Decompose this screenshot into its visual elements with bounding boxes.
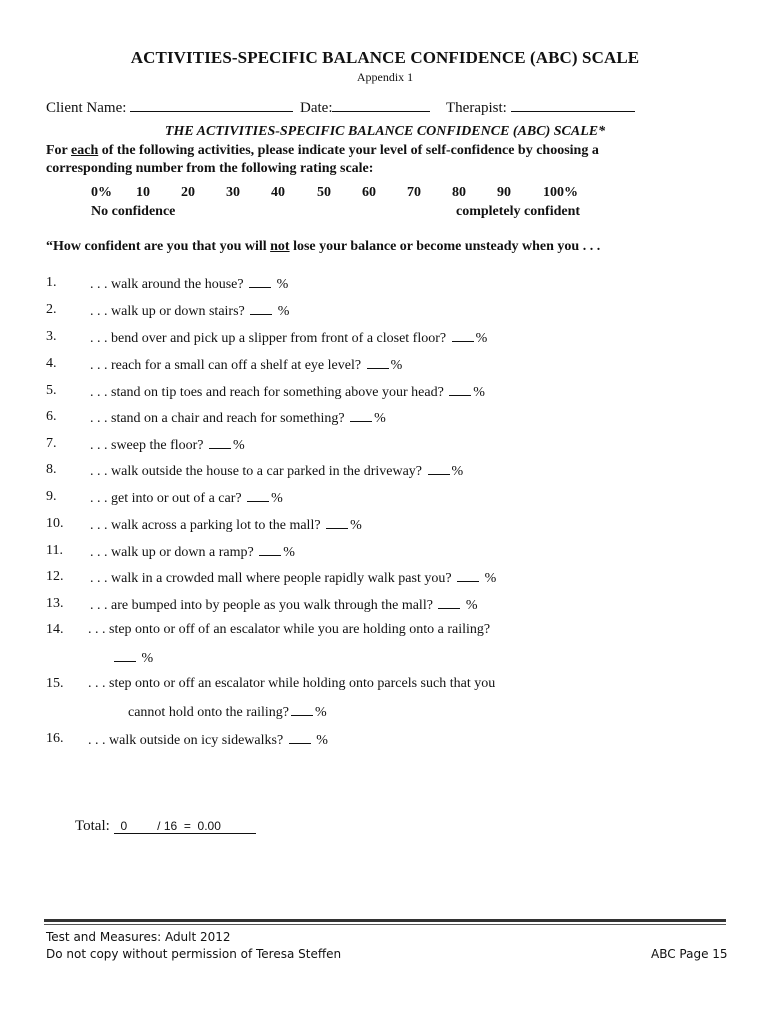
item-number: 4. (46, 356, 57, 371)
answer-blank[interactable] (247, 489, 269, 502)
scale-value: 40 (271, 185, 285, 200)
item-number: 6. (46, 409, 57, 424)
scale-high-label: completely confident (456, 204, 581, 219)
instructions: For each of the following activities, please indicate your level of self-confidence by choosing a corresponding number from the following rating scale: (46, 143, 599, 176)
item-number: 1. (46, 275, 57, 290)
scale-value: 60 (362, 185, 376, 200)
answer-blank[interactable] (209, 436, 231, 449)
total-divisor: / 16 (157, 819, 178, 833)
answer-blank[interactable] (350, 409, 372, 422)
total-result: 0.00 (197, 819, 221, 833)
answer-blank[interactable] (291, 703, 313, 716)
date-label: Date: (300, 100, 333, 116)
item-number: 9. (46, 489, 57, 504)
footer-page-number: ABC Page 15 (651, 947, 728, 961)
answer-blank[interactable] (249, 275, 271, 288)
list-item: . . . walk outside the house to a car parked in the driveway? % (90, 464, 464, 479)
item-number: 7. (46, 436, 57, 451)
answer-blank[interactable] (367, 356, 389, 369)
scale-value: 10 (136, 185, 150, 200)
item-number: 11. (46, 543, 63, 558)
list-item: . . . get into or out of a car? % (90, 491, 283, 506)
list-item: . . . walk up or down stairs? % (90, 304, 290, 319)
item-number: 14. (46, 622, 64, 637)
list-item-answer: % (112, 649, 153, 667)
client-name-field[interactable] (46, 97, 293, 117)
footer-rule-thin (44, 924, 726, 925)
appendix-label: Appendix 1 (356, 70, 414, 84)
scale-value: 70 (407, 185, 421, 200)
item-number: 5. (46, 383, 57, 398)
list-item: . . . bend over and pick up a slipper from front of a closet floor? % (90, 331, 488, 346)
list-item: . . . stand on a chair and reach for something? % (90, 411, 386, 426)
list-item: . . . walk across a parking lot to the mall? % (90, 518, 362, 533)
answer-blank[interactable] (289, 731, 311, 744)
list-item: . . . stand on tip toes and reach for something above your head? % (90, 385, 485, 400)
scale-heading: THE ACTIVITIES-SPECIFIC BALANCE CONFIDENCE (ABC) SCALE* (164, 124, 606, 139)
answer-blank[interactable] (250, 302, 272, 315)
scale-value: 100% (543, 185, 578, 200)
answer-blank[interactable] (114, 649, 136, 662)
item-number: 2. (46, 302, 57, 317)
list-item: . . . step onto or off of an escalator while you are holding onto a railing? (88, 622, 491, 637)
therapist-label: Therapist: (446, 100, 507, 116)
footer-rule (44, 919, 726, 922)
page-title: ACTIVITIES-SPECIFIC BALANCE CONFIDENCE (ABC) SCALE (130, 48, 640, 67)
answer-blank[interactable] (428, 462, 450, 475)
item-number: 10. (46, 516, 64, 531)
list-item: . . . walk outside on icy sidewalks? % (88, 733, 328, 748)
item-number: 16. (46, 731, 64, 746)
therapist-line[interactable] (511, 97, 635, 112)
scale-value: 50 (317, 185, 331, 200)
total-label: Total: (75, 818, 110, 834)
total-value: 0 (120, 819, 128, 833)
therapist-field[interactable] (446, 97, 635, 117)
question-prompt: “How confident are you that you will not lose your balance or become unsteady when you . . . (46, 239, 601, 254)
total-equals: = (183, 819, 191, 833)
client-name-line[interactable] (130, 97, 293, 112)
footer-course: Test and Measures: Adult 2012 (46, 930, 231, 944)
client-name-label: Client Name: (46, 100, 127, 116)
scale-value: 80 (452, 185, 466, 200)
item-number: 8. (46, 462, 57, 477)
date-line[interactable] (332, 97, 430, 112)
item-number: 15. (46, 676, 64, 691)
scale-value: 90 (497, 185, 511, 200)
list-item: . . . walk in a crowded mall where people rapidly walk past you? % (90, 571, 497, 586)
answer-blank[interactable] (457, 569, 479, 582)
list-item: . . . walk around the house? % (90, 277, 289, 292)
item-number: 3. (46, 329, 57, 344)
list-item: . . . sweep the floor? % (90, 438, 245, 453)
list-item: . . . reach for a small can off a shelf at eye level? % (90, 358, 403, 373)
item-number: 12. (46, 569, 64, 584)
list-item-continued: cannot hold onto the railing? % (128, 705, 327, 720)
answer-blank[interactable] (259, 543, 281, 556)
list-item: . . . are bumped into by people as you walk through the mall? % (90, 598, 478, 613)
item-number: 13. (46, 596, 64, 611)
scale-value: 0% (91, 185, 112, 200)
footer-copyright: Do not copy without permission of Teresa Steffen (46, 947, 342, 961)
list-item: . . . walk up or down a ramp? % (90, 545, 295, 560)
answer-blank[interactable] (326, 516, 348, 529)
date-field[interactable] (300, 97, 430, 117)
scale-value: 20 (181, 185, 195, 200)
answer-blank[interactable] (438, 596, 460, 609)
scale-low-label: No confidence (91, 204, 176, 219)
total-row (75, 818, 256, 835)
scale-value: 30 (226, 185, 240, 200)
total-field[interactable] (114, 819, 256, 834)
answer-blank[interactable] (452, 329, 474, 342)
list-item: . . . step onto or off an escalator while holding onto parcels such that you (88, 676, 496, 691)
answer-blank[interactable] (449, 383, 471, 396)
